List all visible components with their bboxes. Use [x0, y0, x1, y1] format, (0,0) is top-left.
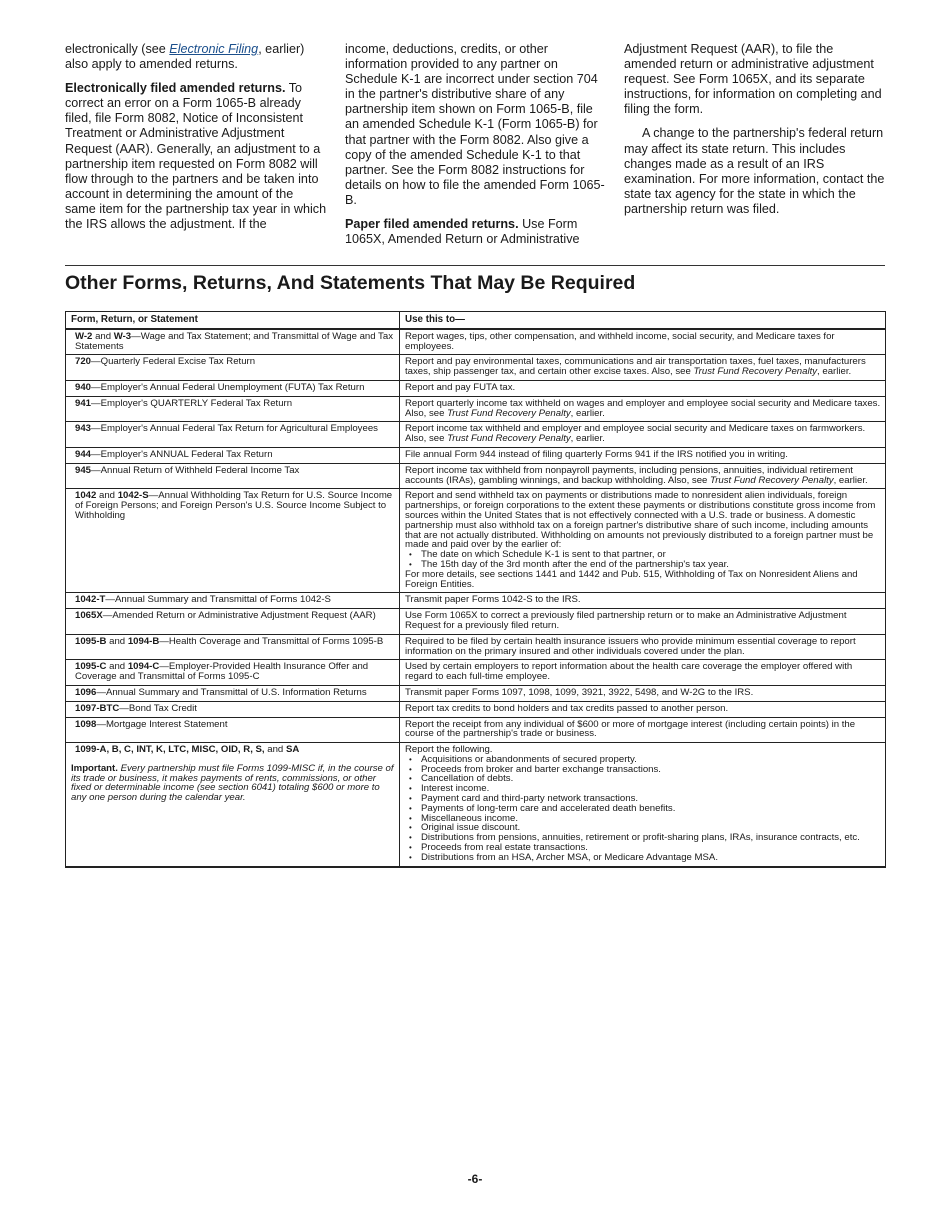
text: Report quarterly income tax withheld on wages and employer and employee social security and Medicare taxes. Also, see: [405, 397, 881, 419]
form-name: [71, 383, 395, 393]
paragraph: [65, 42, 327, 72]
bullet-item: • The 15th day of the 3rd month after the end of the partnership's tax year.: [405, 560, 881, 570]
use-cell: [400, 701, 886, 717]
connector: and: [264, 744, 286, 756]
paragraph: Adjustment Request (AAR), to file the amended return or administrative adjustment request. See Form 1065X, and its separate instructions, for information on completing and filing the form.: [624, 42, 882, 117]
form-number: 1094-B: [127, 635, 160, 647]
reference: Trust Fund Recovery Penalty: [693, 366, 818, 378]
page-number: -6-: [467, 1172, 483, 1186]
use-cell: [400, 380, 886, 396]
use-text: [405, 704, 881, 714]
connector: and: [106, 635, 128, 647]
text: Report tax credits to bond holders and tax credits passed to another person.: [405, 702, 729, 714]
form-name: [71, 662, 395, 682]
form-description: —Employer's Annual Federal Tax Return for Agricultural Employees: [91, 423, 378, 435]
paragraph-heading: Paper filed amended returns.: [345, 217, 519, 232]
table-row: [66, 593, 886, 609]
form-name: [71, 450, 395, 460]
table-row: [66, 355, 886, 381]
table-row: [66, 743, 886, 867]
text: Report the following.: [405, 744, 493, 756]
form-cell: [66, 660, 400, 686]
text: electronically (see: [65, 42, 170, 56]
form-description: —Health Coverage and Transmittal of Forms 1095-B: [159, 635, 384, 647]
text: Transmit paper Forms 1097, 1098, 1099, 3921, 3922, 5498, and W-2G to the IRS.: [405, 686, 754, 698]
use-text: [405, 491, 881, 550]
use-text: [405, 688, 881, 698]
text: Used by certain employers to report information about the health care coverage the employer offered with regard to each full-time employee.: [405, 661, 853, 683]
form-number: 1042: [75, 490, 97, 502]
bullet-item: • Distributions from an HSA, Archer MSA, or Medicare Advantage MSA.: [405, 853, 881, 863]
use-cell: [400, 422, 886, 448]
bullet-item: • Payments of long-term care and accelerated death benefits.: [405, 804, 881, 814]
bullet-item: • Miscellaneous income.: [405, 814, 881, 824]
form-description: —Annual Return of Withheld Federal Income Tax: [91, 464, 300, 476]
use-text: [405, 720, 881, 740]
use-text: For more details, see sections 1441 and 1442 and Pub. 515, Withholding of Tax on Nonresident Aliens and Foreign Entities.: [405, 568, 858, 590]
text: Required to be filed by certain health insurance issuers who provide minimum essential coverage to report information on the primary insured and other individuals covered under the plan.: [405, 635, 856, 657]
text: Transmit paper Forms 1042-S to the IRS.: [405, 594, 581, 606]
table-row: [66, 717, 886, 743]
table-row: [66, 701, 886, 717]
table-header-row: [66, 312, 886, 329]
reference: Trust Fund Recovery Penalty: [447, 407, 571, 419]
reference: Trust Fund Recovery Penalty: [447, 433, 571, 445]
form-description: —Employer-Provided Health Insurance Offer and Coverage and Transmittal of Forms 1095-C: [75, 661, 369, 683]
section-title: Other Forms, Returns, And Statements That May Be Required: [65, 272, 636, 294]
column-header-form: Form, Return, or Statement: [66, 312, 400, 329]
form-number: 1095-C: [75, 661, 107, 673]
bullet-item: • The date on which Schedule K-1 is sent to that partner, or: [405, 550, 881, 560]
use-cell: [400, 489, 886, 593]
use-text: [405, 466, 881, 486]
use-text: [405, 357, 881, 377]
text: File annual Form 944 instead of filing quarterly Forms 941 if the IRS notified you in writing.: [405, 448, 788, 460]
paragraph-heading: Electronically filed amended returns.: [65, 81, 286, 96]
text: Report the receipt from any individual of $600 or more of mortgage interest (including certain points) in the course of the partnership's trade or business.: [405, 718, 856, 740]
use-text: [405, 637, 881, 657]
use-text: [405, 332, 881, 352]
use-text: [405, 399, 881, 419]
form-description: —Employer's ANNUAL Federal Tax Return: [91, 448, 273, 460]
use-cell: [400, 609, 886, 635]
paragraph: [65, 81, 327, 232]
reference: Trust Fund Recovery Penalty: [710, 474, 834, 486]
intro-column-2: [345, 42, 607, 256]
use-cell: [400, 634, 886, 660]
form-cell: [66, 380, 400, 396]
form-description: —Quarterly Federal Excise Tax Return: [91, 356, 256, 368]
bullet-item: • Interest income.: [405, 784, 881, 794]
form-cell: [66, 743, 400, 867]
form-cell: [66, 447, 400, 463]
form-number: 1099-A, B, C, INT, K, LTC, MISC, OID, R, S,: [75, 744, 265, 756]
form-name: [71, 745, 395, 755]
form-name: [71, 704, 395, 714]
table-row: [66, 489, 886, 593]
form-description: —Annual Withholding Tax Return for U.S. Source Income of Foreign Persons; and Foreign Person's U.S. Source Income Subject to Withholding: [75, 490, 393, 521]
text: , earlier.: [817, 366, 852, 378]
use-cell: [400, 355, 886, 381]
text: Report and send withheld tax on payments or distributions made to nonresident alien individuals, foreign partnerships, or foreign corporations to the extent these payments or distributions constitute gross income from sources within the United States that is not effectively connected with a U.S. trade or business. A domestic partnership must also withhold tax on a foreign partner's distributive share of such income, including amounts that are not actually distributed. Withholding on amounts not previously distributed to a foreign partner must be made and paid over by the earlier of:: [405, 490, 876, 551]
form-number: 1098: [75, 718, 97, 730]
important-note: [71, 764, 395, 803]
form-number: 940: [75, 381, 92, 393]
form-cell: [66, 634, 400, 660]
note-heading: Important.: [71, 762, 118, 774]
form-number: 1096: [75, 686, 97, 698]
forms-table: [65, 311, 886, 868]
form-number: 1095-B: [75, 635, 107, 647]
use-cell: [400, 447, 886, 463]
form-name: [71, 424, 395, 434]
table-row: [66, 634, 886, 660]
bullet-item: • Proceeds from real estate transactions.: [405, 843, 881, 853]
use-cell: [400, 463, 886, 489]
electronic-filing-link[interactable]: Electronic Filing: [169, 42, 259, 56]
form-name: [71, 595, 395, 605]
text: Use Form 1065X to correct a previously filed partnership return or to make an Administrative Adjustment Request for a previously filed return.: [405, 610, 847, 631]
form-name: [71, 466, 395, 476]
use-cell: [400, 685, 886, 701]
table-row: [66, 660, 886, 686]
table-row: [66, 422, 886, 448]
use-text: [405, 662, 881, 682]
note-text: Every partnership must file Forms 1099-MISC if, in the course of its trade or business, it makes payments of rents, commissions, or other fixed or determinable income (see section 6041) totaling $600 or more to any one person during the calendar year.: [71, 762, 394, 804]
form-name: [71, 637, 395, 647]
paragraph: [345, 217, 607, 247]
bullet-item: • Cancellation of debts.: [405, 774, 881, 784]
form-cell: [66, 609, 400, 635]
form-cell: [66, 329, 400, 355]
form-description: —Mortgage Interest Statement: [96, 718, 228, 730]
form-number: 941: [75, 397, 92, 409]
connector: and: [92, 330, 114, 342]
text: , earlier.: [570, 407, 605, 419]
use-text: [405, 611, 881, 631]
form-description: —Employer's Annual Federal Unemployment (FUTA) Tax Return: [91, 381, 365, 393]
form-number: 1042-S: [117, 490, 149, 502]
use-cell: [400, 396, 886, 422]
paragraph: A change to the partnership's federal return may affect its state return. This includes changes made as a result of an IRS examination. For more information, contact the state tax agency for the state in which the partnership return was filed.: [624, 126, 885, 216]
form-name: [71, 611, 395, 621]
use-text: [405, 450, 881, 460]
form-cell: [66, 717, 400, 743]
use-text: [405, 424, 881, 444]
section-divider: [65, 265, 885, 266]
text: , earlier.: [833, 474, 868, 486]
table-row: [66, 329, 886, 355]
bullet-item: • Distributions from pensions, annuities, retirement or profit-sharing plans, IRAs, insurance contracts, etc.: [405, 833, 881, 843]
paragraph: income, deductions, credits, or other information provided to any partner on Schedule K-1 are incorrect under section 704 in the partner's distributive share of any partnership item shown on Form 1065-B, file an amended Schedule K-1 (Form 1065-B) for that partner with the Form 8082. Also give a copy of the amended Schedule K-1 to that partner. See the Form 8082 instructions for details on how to file the amended Form 1065-B.: [345, 42, 605, 207]
form-number: W-3: [113, 330, 132, 342]
form-description: —Employer's QUARTERLY Federal Tax Return: [91, 397, 293, 409]
column-header-use: Use this to—: [400, 312, 886, 329]
use-cell: [400, 717, 886, 743]
use-cell: [400, 593, 886, 609]
bullet-item: • Payment card and third-party network transactions.: [405, 794, 881, 804]
form-number: SA: [285, 744, 300, 756]
text: Report and pay environmental taxes, communications and air transportation taxes, fuel taxes, manufacturers taxes, ship passenger tax, and certain other excise taxes. Also, see: [405, 356, 866, 378]
form-number: 1065X: [75, 610, 103, 622]
form-name: [71, 491, 395, 520]
table-row: [66, 463, 886, 489]
form-number: 1097-BTC: [75, 702, 120, 714]
table-row: [66, 447, 886, 463]
bullet-item: • Original issue discount.: [405, 823, 881, 833]
use-cell: [400, 660, 886, 686]
form-cell: [66, 422, 400, 448]
intro-column-1: [65, 42, 327, 241]
text: To correct an error on a Form 1065-B already filed, file Form 8082, Notice of Inconsistent Treatment or Administrative Adjustment Request (AAR). Generally, an adjustment to a partnership item requested on Form 8082 will flow through to the partners and be taken into account in determining the amount of the same item for the partnership tax year in which the IRS allows the adjustment. If the: [65, 81, 327, 232]
form-cell: [66, 685, 400, 701]
form-cell: [66, 489, 400, 593]
use-text: [405, 383, 881, 393]
text: Use Form 1065X, Amended Return or Administrative: [345, 217, 580, 247]
form-number: 945: [75, 464, 92, 476]
use-cell: [400, 743, 886, 867]
use-text: [405, 595, 881, 605]
use-cell: [400, 329, 886, 355]
form-number: 944: [75, 448, 92, 460]
text: Report wages, tips, other compensation, and withheld income, social security, and Medicare taxes for employees.: [405, 330, 835, 352]
intro-column-3: [624, 42, 886, 226]
form-cell: [66, 593, 400, 609]
table-row: [66, 396, 886, 422]
connector: and: [106, 661, 128, 673]
connector: and: [96, 490, 118, 502]
form-number: 943: [75, 423, 92, 435]
bullet-item: • Acquisitions or abandonments of secured property.: [405, 755, 881, 765]
form-description: —Wage and Tax Statement; and Transmittal of Wage and Tax Statements: [75, 330, 393, 352]
form-number: 1042-T: [75, 594, 106, 606]
bullet-item: • Proceeds from broker and barter exchange transactions.: [405, 765, 881, 775]
form-name: [71, 357, 395, 367]
text: , earlier.: [570, 433, 605, 445]
form-name: [71, 720, 395, 730]
form-name: [71, 688, 395, 698]
form-number: W-2: [75, 330, 93, 342]
text: Report income tax withheld from nonpayroll payments, including pensions, annuities, individual retirement accounts (IRAs), gambling winnings, and backup withholding. Also, see: [405, 464, 853, 486]
form-number: 720: [75, 356, 92, 368]
text: Report and pay FUTA tax.: [405, 381, 516, 393]
form-name: [71, 332, 395, 352]
form-cell: [66, 396, 400, 422]
form-description: —Bond Tax Credit: [119, 702, 197, 714]
form-name: [71, 399, 395, 409]
form-number: 1094-C: [127, 661, 160, 673]
text: , earlier) also apply to amended returns.: [65, 42, 305, 72]
table-row: [66, 380, 886, 396]
form-cell: [66, 463, 400, 489]
form-description: —Amended Return or Administrative Adjustment Request (AAR): [102, 610, 376, 622]
form-description: —Annual Summary and Transmittal of Forms 1042-S: [105, 594, 331, 606]
table-row: [66, 685, 886, 701]
form-description: —Annual Summary and Transmittal of U.S. Information Returns: [96, 686, 367, 698]
table-row: [66, 609, 886, 635]
form-cell: [66, 701, 400, 717]
text: Report income tax withheld and employer and employee social security and Medicare taxes on farmworkers. Also, see: [405, 423, 866, 445]
form-cell: [66, 355, 400, 381]
